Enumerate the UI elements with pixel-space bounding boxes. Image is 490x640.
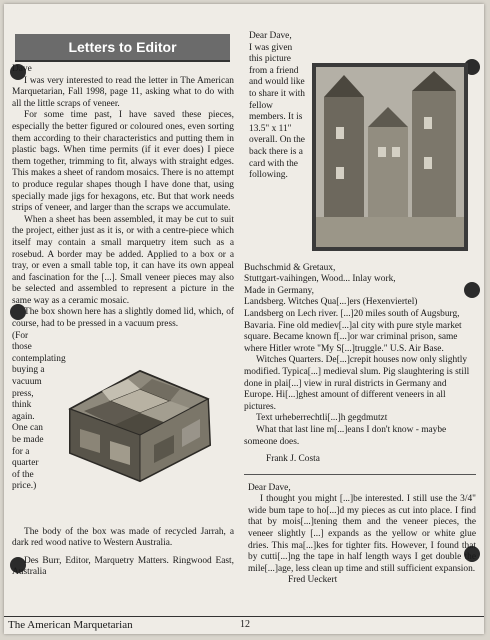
side-note: (For those contemplating buying a vacuum press, think again. One can be made for a quarter of the price.) <box>12 330 66 492</box>
picture-letter <box>244 43 476 263</box>
card-line: Buchschmid & Gretaux, <box>244 262 336 273</box>
divider <box>244 474 476 475</box>
card-line: Landsberg. Witches Qua[...]ers (Hexenviertel) <box>244 297 418 308</box>
paragraph: I was very interested to read the letter in The American Marquetarian, Fall 1998, page 11, asking what to do with all the little scraps of veneer. <box>12 75 234 109</box>
card-line: Stuttgart-vaihingen, Wood... Inlay work, <box>244 274 396 285</box>
paragraph: For some time past, I have saved these pieces, especially the better figured or coloured ones, even sorting them according to their characteristics and putting them in plastic bags. When time permits (if it ever does) I piece them together, trimming to fit, always with straight edges. This makes a sheet of random mosaics. There is no attempt to produce regular shapes though I have done that, using specially made jigs for hexagons, etc. But that work needs strips of veneer, and larger than the scraps we accumulate. <box>12 110 234 214</box>
right-column <box>244 29 476 587</box>
paragraph: I thought you might [...]be interested. I still use the 3/4" wide bum tape to ho[...]d my pieces as cut into place. I find that by mois[...]tening them and the veneer pieces, the veneer slightly [...] expands as the yellow or white glue dries. This ma[...]kes for tighter fits. However, I found that by cutti[...]ng the tape in half length ways I get double the mile[...]age, less clean up time and still sufficient expansion. <box>248 494 476 574</box>
paragraph: The box shown here has a slightly domed lid, which, of course, had to be pressed in a vacuum press. <box>12 307 234 330</box>
page-number: 12 <box>240 619 250 630</box>
card-text <box>244 263 476 466</box>
card-line: Made in Germany, <box>244 285 314 296</box>
framed-marquetry-picture <box>312 63 468 251</box>
salutation: Dear Dave, <box>248 482 291 493</box>
page-footer <box>4 616 484 634</box>
newsletter-page <box>4 4 484 634</box>
publication-name: The American Marquetarian <box>8 619 133 631</box>
salutation: Dave <box>12 64 32 74</box>
intro-text: I was given this picture from a friend and would like to share it with fellow members. It is 13.5" x 11" overall. On the back there is a card with the following. <box>249 42 305 181</box>
tape-letter <box>244 483 476 587</box>
paragraph: Text urheberrechtli[...]h gegdmutzt <box>256 413 388 424</box>
card-line: where Hitler wrote "My S[...]truggle." U.S. Air Base. <box>244 343 444 354</box>
card-line: square. Became known f[...]or war criminal prison, same <box>244 332 458 343</box>
section-banner: Letters to Editor <box>15 34 230 62</box>
paragraph: The body of the box was made of recycled Jarrah, a dark red wood native to Western Australia. <box>12 526 234 549</box>
left-column <box>12 34 234 579</box>
signature: Frank J. Costa <box>266 454 320 465</box>
signature: Des Burr, Editor, Marquetry Matters. Ringwood East, Australia <box>12 555 234 578</box>
card-line: Landsberg on Lech river. [...]20 miles south of Augsburg, <box>244 308 460 319</box>
salutation: Dear Dave, <box>249 31 292 41</box>
card-line: Bavaria. Fine old mediev[...]al city with pure style market <box>244 320 462 331</box>
paragraph: What that last line m[...]eans I don't know - maybe someone does. <box>244 424 447 447</box>
signature: Fred Ueckert <box>288 575 338 586</box>
paragraph: Witches Quarters. De[...]crepit houses now only slightly modified. Typica[...] medieval slum. Pig slaughtering is still done in plai[...] view in rural districts in Germany and Europe. Hi[...]ghest amount of different veneers in all pictures. <box>244 355 470 412</box>
street-scene-image <box>316 67 464 247</box>
paragraph: When a sheet has been assembled, it may be cut to suit the project, either just as it is, or with a centre-piece which itself may contain a small marquetry item such as a rosebud. A border may be added. Applied to a box or a tray, or even a small table top, it can have its own appeal and fascination for the [...]. Small veneer pieces may also be selected and assembled to represent a picture in the same way as a ceramic mosaic. <box>12 214 234 306</box>
box-figure-wrap <box>12 331 234 527</box>
mosaic-box-photo <box>50 349 228 489</box>
